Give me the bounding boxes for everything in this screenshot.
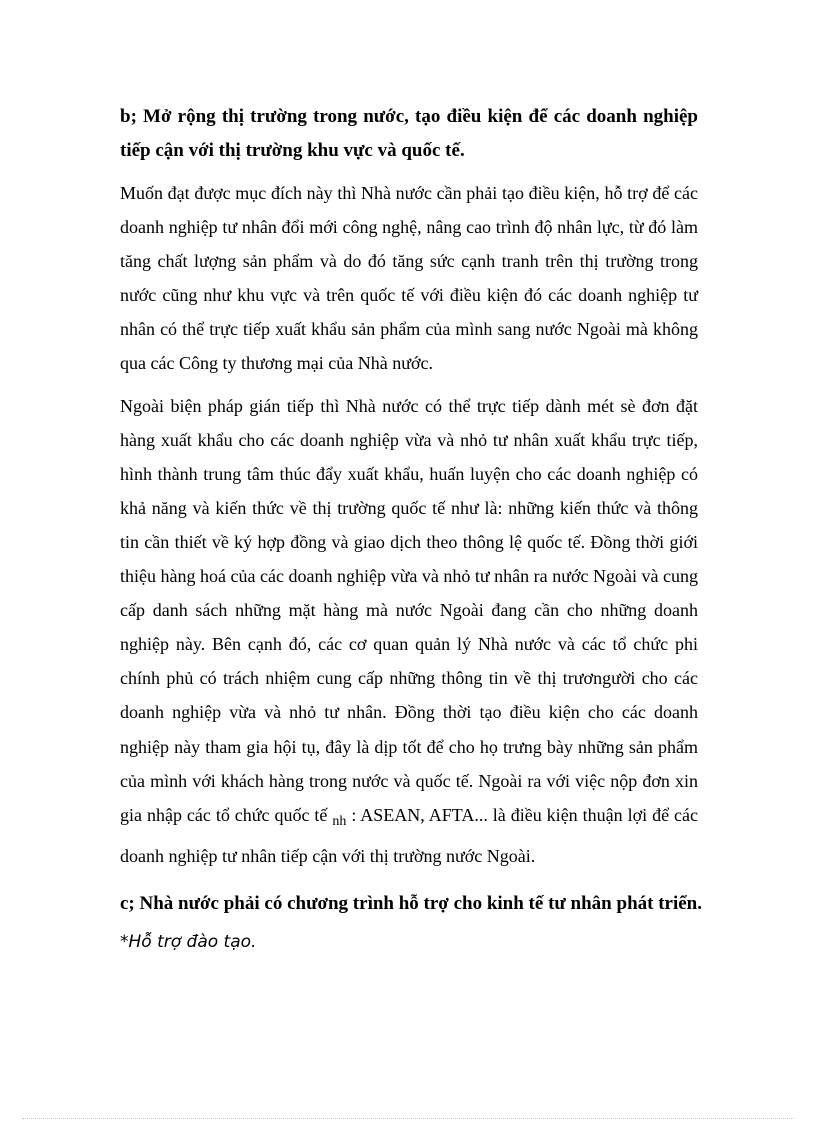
- paragraph-1: Muốn đạt được mục đích này thì Nhà nước cần phải tạo điều kiện, hỗ trợ để các doanh nghiệp tư nhân đổi mới công nghệ, nâng cao trình độ nhân lực, từ đó làm tăng chất lượng sản phẩm và do đó tăng sức cạnh tranh trên thị trường trong nước cũng như khu vực và trên quốc tế với điều kiện đó các doanh nghiệp tư nhân có thể trực tiếp xuất khẩu sản phẩm của mình sang nước Ngoài mà không qua các Công ty thương mại của Nhà nước.: [120, 183, 698, 374]
- document-page: [120, 100, 702, 959]
- subheading-training: *Hỗ trợ đào tạo.: [120, 931, 257, 952]
- section-heading-b: b; Mở rộng thị trường trong nước, tạo điều kiện để các doanh nghiệp tiếp cận với thị trường khu vực và quốc tế.: [120, 106, 698, 161]
- paragraph-2-text-after: : ASEAN, AFTA... là điều kiện thuận lợi để các doanh nghiệp tư nhân tiếp cận với thị trường nước Ngoài.: [120, 804, 698, 866]
- page-bottom-divider: [22, 1118, 794, 1119]
- section-heading-c: c; Nhà nước phải có chương trình hỗ trợ cho kinh tế tư nhân phát triển.: [120, 892, 702, 914]
- paragraph-2-subscript: nh: [332, 813, 347, 829]
- paragraph-2: [120, 389, 698, 873]
- paragraph-2-text-before: Ngoài biện pháp gián tiếp thì Nhà nước có thể trực tiếp dành mét sè đơn đặt hàng xuất khẩu cho các doanh nghiệp vừa và nhỏ tư nhân xuất khẩu trực tiếp, hình thành trung tâm thúc đẩy xuất khẩu, huấn luyện cho các doanh nghiệp có khả năng và kiến thức về thị trường quốc tế như là: những kiến thức và thông tin cần thiết về ký hợp đồng và giao dịch theo thông lệ quốc tế. Đồng thời giới thiệu hàng hoá của các doanh nghiệp vừa và nhỏ tư nhân ra nước Ngoài và cung cấp danh sách những mặt hàng mà nước Ngoài đang cần cho những doanh nghiệp này. Bên cạnh đó, các cơ quan quản lý Nhà nước và các tổ chức phi chính phủ có trách nhiệm cung cấp những thông tin về thị trươngười cho các doanh nghiệp vừa và nhỏ tư nhân. Đồng thời tạo điều kiện cho các doanh nghiệp này tham gia hội tụ, đây là dịp tốt để cho họ trưng bày những sản phẩm của mình với khách hàng trong nước và quốc tế. Ngoài ra với việc nộp đơn xin gia nhập các tổ chức quốc tế: [120, 395, 698, 825]
